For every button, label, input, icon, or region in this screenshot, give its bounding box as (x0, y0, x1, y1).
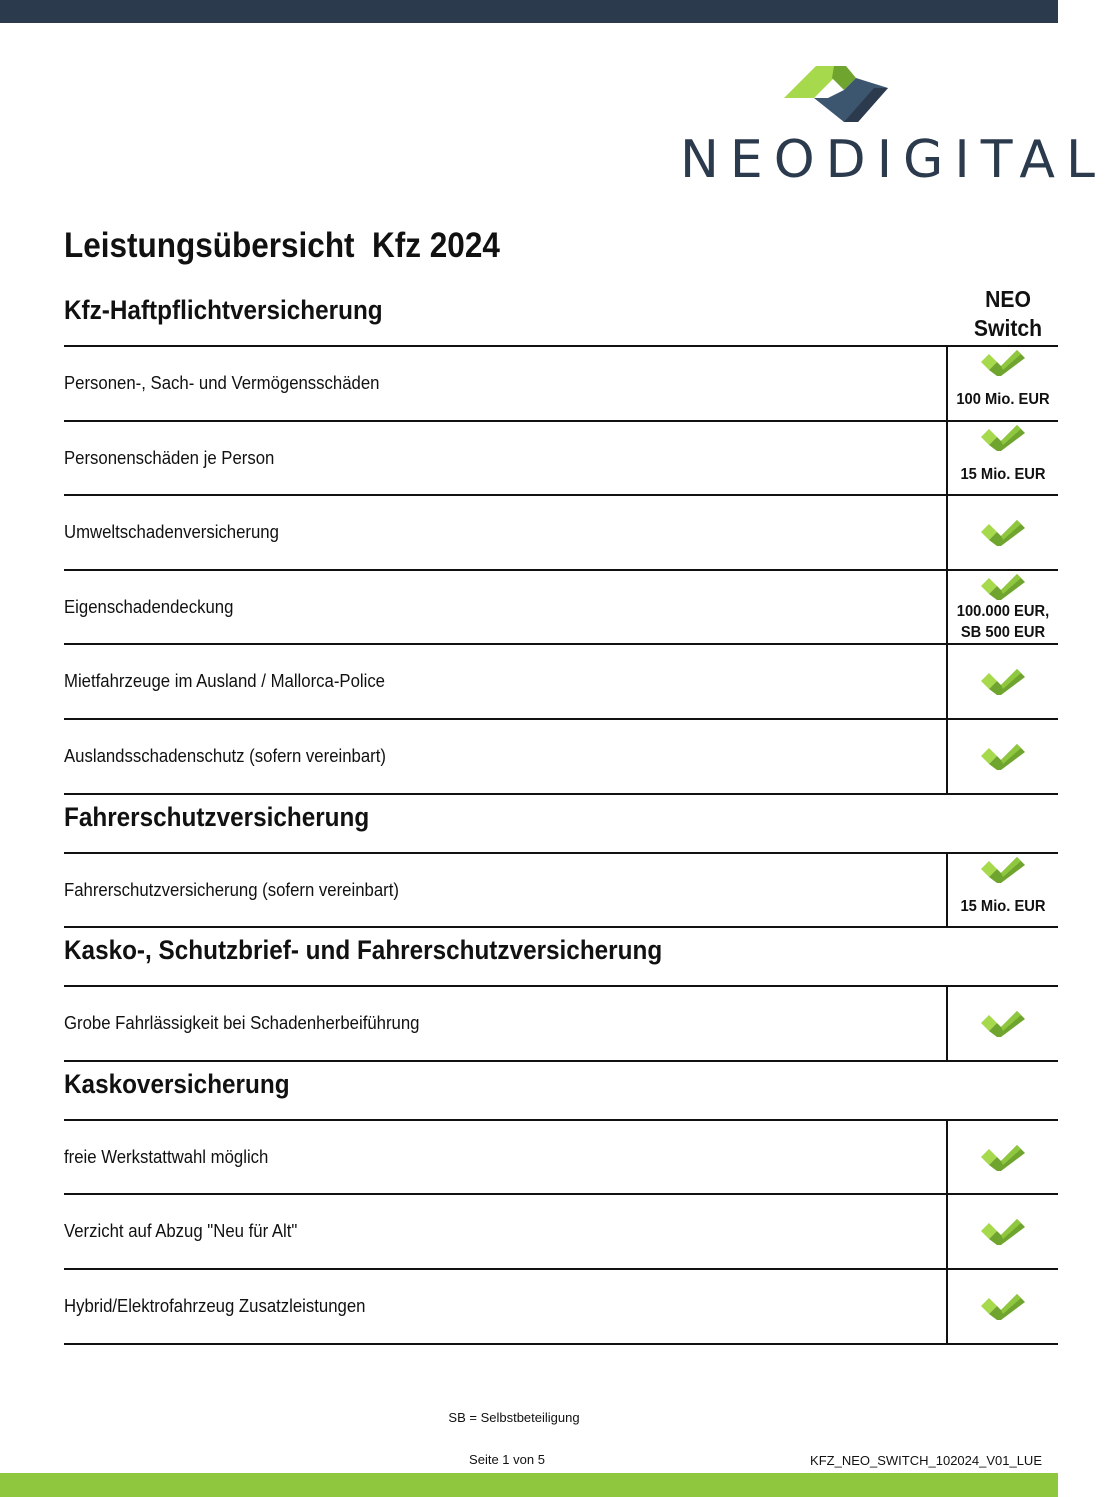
coverage-cell (948, 1292, 1058, 1320)
table-divider (64, 1343, 1058, 1345)
column-header-line-2: Switch (973, 315, 1043, 341)
footnote: SB = Selbstbeteiligung (448, 1410, 580, 1425)
top-bar (0, 0, 1058, 23)
row-label: Auslandsschadenschutz (sofern vereinbart) (64, 746, 386, 766)
page-number: Seite 1 von 5 (469, 1452, 545, 1467)
coverage-cell (948, 423, 1058, 485)
checkmark-icon (948, 1292, 1058, 1320)
table-divider (64, 643, 1058, 645)
column-header-neo-switch (953, 285, 1063, 343)
coverage-value-line: 15 Mio. EUR (960, 897, 1046, 915)
coverage-value (948, 389, 1058, 410)
coverage-cell (948, 1009, 1058, 1037)
coverage-value-line: SB 500 EUR (960, 623, 1046, 641)
section-title: Kfz-Haftpflichtversicherung (64, 295, 383, 325)
checkmark-icon (948, 667, 1058, 695)
row-label: Personenschäden je Person (64, 447, 275, 468)
section-title: Kasko-, Schutzbrief- und Fahrerschutzversicherung (64, 935, 663, 966)
checkmark-icon (948, 1009, 1058, 1037)
row-label: Verzicht auf Abzug "Neu für Alt" (64, 1221, 298, 1242)
table-divider (64, 1119, 1058, 1121)
page-title: Leistungsübersicht Kfz 2024 (64, 226, 500, 265)
checkmark-icon (948, 855, 1058, 883)
document-code: KFZ_NEO_SWITCH_102024_V01_LUE (810, 1453, 1042, 1468)
coverage-value-line: 15 Mio. EUR (960, 465, 1046, 483)
section-title: Kaskoversicherung (64, 1068, 290, 1099)
brand-name: NEODIGITAL (680, 130, 1106, 190)
row-label: freie Werkstattwahl möglich (64, 1146, 269, 1167)
coverage-value-line: 100 Mio. EUR (956, 391, 1050, 408)
coverage-cell (948, 518, 1058, 546)
coverage-cell (948, 742, 1058, 770)
coverage-cell (948, 1143, 1058, 1171)
row-label: Eigenschadendeckung (64, 596, 234, 617)
table-divider (64, 345, 1058, 347)
column-header-line-1: NEO (985, 286, 1031, 312)
coverage-cell (948, 348, 1058, 410)
row-label: Fahrerschutzversicherung (sofern vereinbart) (64, 879, 399, 900)
coverage-cell (948, 667, 1058, 695)
table-divider (64, 852, 1058, 854)
row-label: Hybrid/Elektrofahrzeug Zusatzleistungen (64, 1296, 366, 1316)
neodigital-logo (680, 60, 1106, 195)
table-divider (64, 1268, 1058, 1270)
table-divider (64, 985, 1058, 987)
table-divider (64, 1193, 1058, 1195)
checkmark-icon (948, 572, 1058, 600)
checkmark-icon (948, 518, 1058, 546)
table-divider (64, 718, 1058, 720)
coverage-value (948, 464, 1058, 485)
coverage-value (948, 601, 1058, 643)
checkmark-icon (948, 423, 1058, 451)
table-divider (64, 569, 1058, 571)
table-divider (64, 420, 1058, 422)
row-label: Personen-, Sach- und Vermögensschäden (64, 373, 380, 393)
neodigital-logo-mark-icon (784, 60, 888, 124)
checkmark-icon (948, 1217, 1058, 1245)
row-label: Mietfahrzeuge im Ausland / Mallorca-Police (64, 671, 385, 692)
table-divider (64, 926, 1058, 928)
table-divider (64, 793, 1058, 795)
coverage-cell (948, 855, 1058, 917)
bottom-bar (0, 1473, 1058, 1497)
checkmark-icon (948, 1143, 1058, 1171)
row-label: Grobe Fahrlässigkeit bei Schadenherbeiführung (64, 1013, 420, 1034)
table-divider (64, 494, 1058, 496)
checkmark-icon (948, 348, 1058, 376)
coverage-value-line: 100.000 EUR, (956, 602, 1050, 620)
section-title: Fahrerschutzversicherung (64, 801, 370, 832)
coverage-cell (948, 1217, 1058, 1245)
row-label: Umweltschadenversicherung (64, 522, 279, 543)
checkmark-icon (948, 742, 1058, 770)
table-divider (64, 1060, 1058, 1062)
coverage-cell (948, 572, 1058, 643)
coverage-value (948, 896, 1058, 917)
